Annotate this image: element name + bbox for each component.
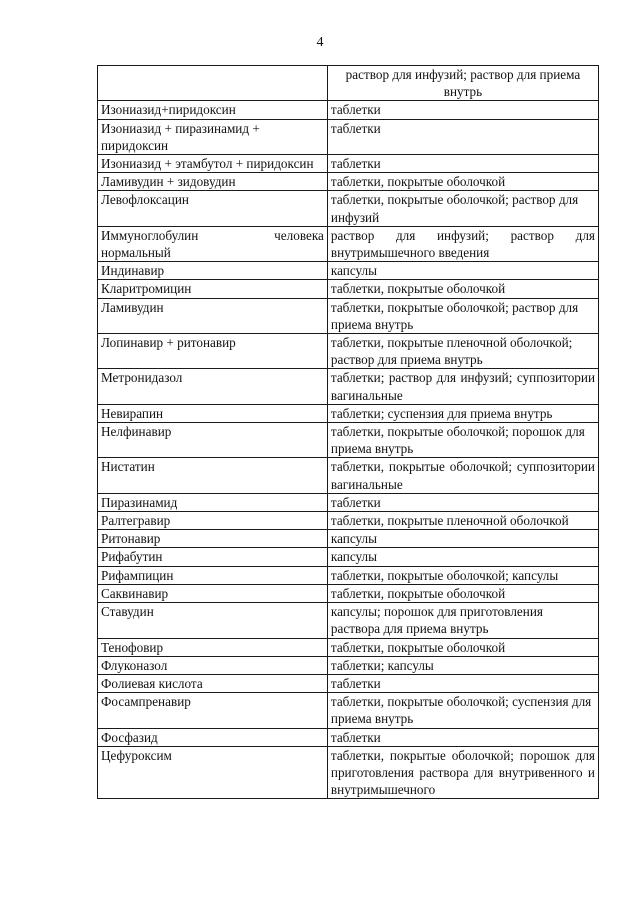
- dosage-form-cell: раствор для инфузий; раствор для приема внутрь: [327, 66, 598, 101]
- dosage-form-cell: таблетки, покрытые оболочкой; капсулы: [327, 566, 598, 584]
- dosage-form-cell: таблетки, покрытые оболочкой; раствор для приема внутрь: [327, 298, 598, 333]
- drug-name-cell: Фолиевая кислота: [98, 674, 328, 692]
- drug-name-cell: Ралтегравир: [98, 512, 328, 530]
- dosage-form-cell: таблетки, покрытые оболочкой; суппозитории вагинальные: [327, 458, 598, 493]
- dosage-form-cell: капсулы; порошок для приготовления раствора для приема внутрь: [327, 603, 598, 638]
- drug-name-cell: Индинавир: [98, 262, 328, 280]
- dosage-form-cell: таблетки; раствор для инфузий; суппозитории вагинальные: [327, 369, 598, 404]
- table-row: [98, 548, 599, 566]
- drug-name-cell: Левофлоксацин: [98, 191, 328, 226]
- dosage-form-cell: таблетки, покрытые оболочкой: [327, 280, 598, 298]
- table-row: [98, 638, 599, 656]
- drug-name-cell: Изониазид + пиразинамид + пиридоксин: [98, 119, 328, 154]
- drug-name-cell: Метронидазол: [98, 369, 328, 404]
- drug-name-cell: Тенофовир: [98, 638, 328, 656]
- page-number: 4: [316, 35, 324, 50]
- table-row: [98, 101, 599, 119]
- drug-name-cell: Ламивудин: [98, 298, 328, 333]
- drug-name-cell: Нелфинавир: [98, 423, 328, 458]
- dosage-form-cell: таблетки: [327, 493, 598, 511]
- table-row: [98, 298, 599, 333]
- drug-name-cell: Ритонавир: [98, 530, 328, 548]
- table-row: [98, 746, 599, 799]
- drug-name-cell: Фосфазид: [98, 728, 328, 746]
- drug-name-cell: Невирапин: [98, 404, 328, 422]
- table-row: [98, 656, 599, 674]
- table-row: [98, 603, 599, 638]
- drug-name-cell: Иммуноглобулин человека нормальный: [98, 226, 328, 261]
- drug-name-cell: Пиразинамид: [98, 493, 328, 511]
- table-row: [98, 66, 599, 101]
- drug-name-cell: Изониазид+пиридоксин: [98, 101, 328, 119]
- table-row: [98, 280, 599, 298]
- drug-name-cell: Фосампренавир: [98, 693, 328, 728]
- drug-name-cell: Саквинавир: [98, 584, 328, 602]
- table-row: [98, 728, 599, 746]
- table-row: [98, 674, 599, 692]
- dosage-form-cell: капсулы: [327, 262, 598, 280]
- dosage-form-cell: таблетки, покрытые оболочкой: [327, 584, 598, 602]
- table-row: [98, 512, 599, 530]
- table-row: [98, 584, 599, 602]
- table-row: [98, 404, 599, 422]
- drug-name-cell: Кларитромицин: [98, 280, 328, 298]
- table-row: [98, 173, 599, 191]
- drug-name-cell: [98, 66, 328, 101]
- table-row: [98, 119, 599, 154]
- drug-name-cell: Рифампицин: [98, 566, 328, 584]
- dosage-form-cell: таблетки: [327, 119, 598, 154]
- drug-name-cell: Изониазид + этамбутол + пиридоксин: [98, 155, 328, 173]
- drug-table: [97, 65, 599, 799]
- dosage-form-cell: таблетки, покрытые оболочкой; порошок для приема внутрь: [327, 423, 598, 458]
- table-row: [98, 530, 599, 548]
- dosage-form-cell: таблетки, покрытые оболочкой; порошок для приготовления раствора для внутривенного и внутримышечного: [327, 746, 598, 799]
- table-row: [98, 693, 599, 728]
- table-row: [98, 334, 599, 369]
- table-row: [98, 226, 599, 261]
- dosage-form-cell: таблетки, покрытые пленочной оболочкой: [327, 512, 598, 530]
- dosage-form-cell: таблетки: [327, 674, 598, 692]
- table-row: [98, 423, 599, 458]
- table-row: [98, 369, 599, 404]
- table-row: [98, 566, 599, 584]
- dosage-form-cell: таблетки, покрытые оболочкой: [327, 173, 598, 191]
- dosage-form-cell: таблетки; капсулы: [327, 656, 598, 674]
- drug-name-cell: Цефуроксим: [98, 746, 328, 799]
- dosage-form-cell: таблетки; суспензия для приема внутрь: [327, 404, 598, 422]
- table-row: [98, 262, 599, 280]
- dosage-form-cell: таблетки, покрытые пленочной оболочкой; раствор для приема внутрь: [327, 334, 598, 369]
- dosage-form-cell: таблетки, покрытые оболочкой; суспензия для приема внутрь: [327, 693, 598, 728]
- drug-name-cell: Нистатин: [98, 458, 328, 493]
- table-row: [98, 493, 599, 511]
- dosage-form-cell: таблетки: [327, 155, 598, 173]
- table-row: [98, 458, 599, 493]
- drug-name-cell: Ставудин: [98, 603, 328, 638]
- dosage-form-cell: таблетки, покрытые оболочкой; раствор для инфузий: [327, 191, 598, 226]
- dosage-form-cell: таблетки, покрытые оболочкой: [327, 638, 598, 656]
- drug-name-cell: Флуконазол: [98, 656, 328, 674]
- drug-name-cell: Лопинавир + ритонавир: [98, 334, 328, 369]
- drug-name-cell: Рифабутин: [98, 548, 328, 566]
- dosage-form-cell: таблетки: [327, 101, 598, 119]
- dosage-form-cell: таблетки: [327, 728, 598, 746]
- dosage-form-cell: капсулы: [327, 530, 598, 548]
- dosage-form-cell: капсулы: [327, 548, 598, 566]
- table-row: [98, 155, 599, 173]
- table-row: [98, 191, 599, 226]
- dosage-form-cell: раствор для инфузий; раствор для внутримышечного введения: [327, 226, 598, 261]
- drug-name-cell: Ламивудин + зидовудин: [98, 173, 328, 191]
